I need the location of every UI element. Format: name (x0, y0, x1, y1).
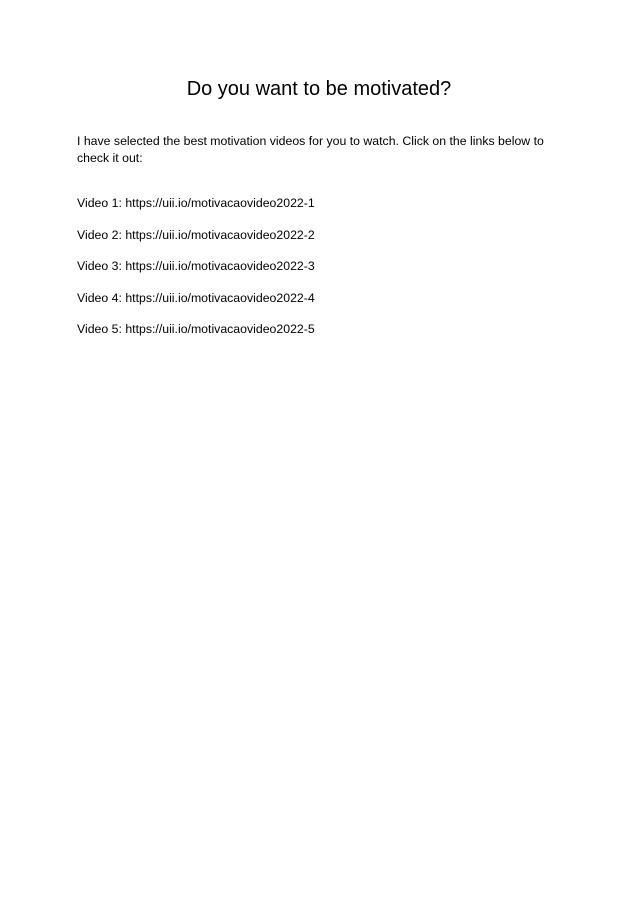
video-link-3[interactable]: https://uii.io/motivacaovideo2022-3 (125, 259, 315, 273)
video-link-list (77, 196, 315, 354)
video-item-1 (77, 196, 315, 211)
video-item-3 (77, 259, 315, 274)
video-item-5 (77, 322, 315, 337)
video-label: Video 3: (77, 259, 126, 273)
video-item-2 (77, 228, 315, 243)
video-link-4[interactable]: https://uii.io/motivacaovideo2022-4 (125, 290, 315, 305)
video-label: Video 2: (77, 227, 126, 242)
video-link-1[interactable]: https://uii.io/motivacaovideo2022-1 (125, 196, 315, 210)
video-item-4 (77, 291, 315, 306)
video-link-2[interactable]: https://uii.io/motivacaovideo2022-2 (125, 227, 315, 242)
video-label: Video 1: (77, 196, 126, 210)
page-title: Do you want to be motivated? (186, 78, 452, 100)
intro-paragraph: I have selected the best motivation videos for you to watch. Click on the links below to check it out: (77, 134, 544, 165)
video-link-5[interactable]: https://uii.io/motivacaovideo2022-5 (125, 322, 315, 336)
video-label: Video 4: (77, 290, 126, 305)
video-label: Video 5: (77, 322, 126, 336)
